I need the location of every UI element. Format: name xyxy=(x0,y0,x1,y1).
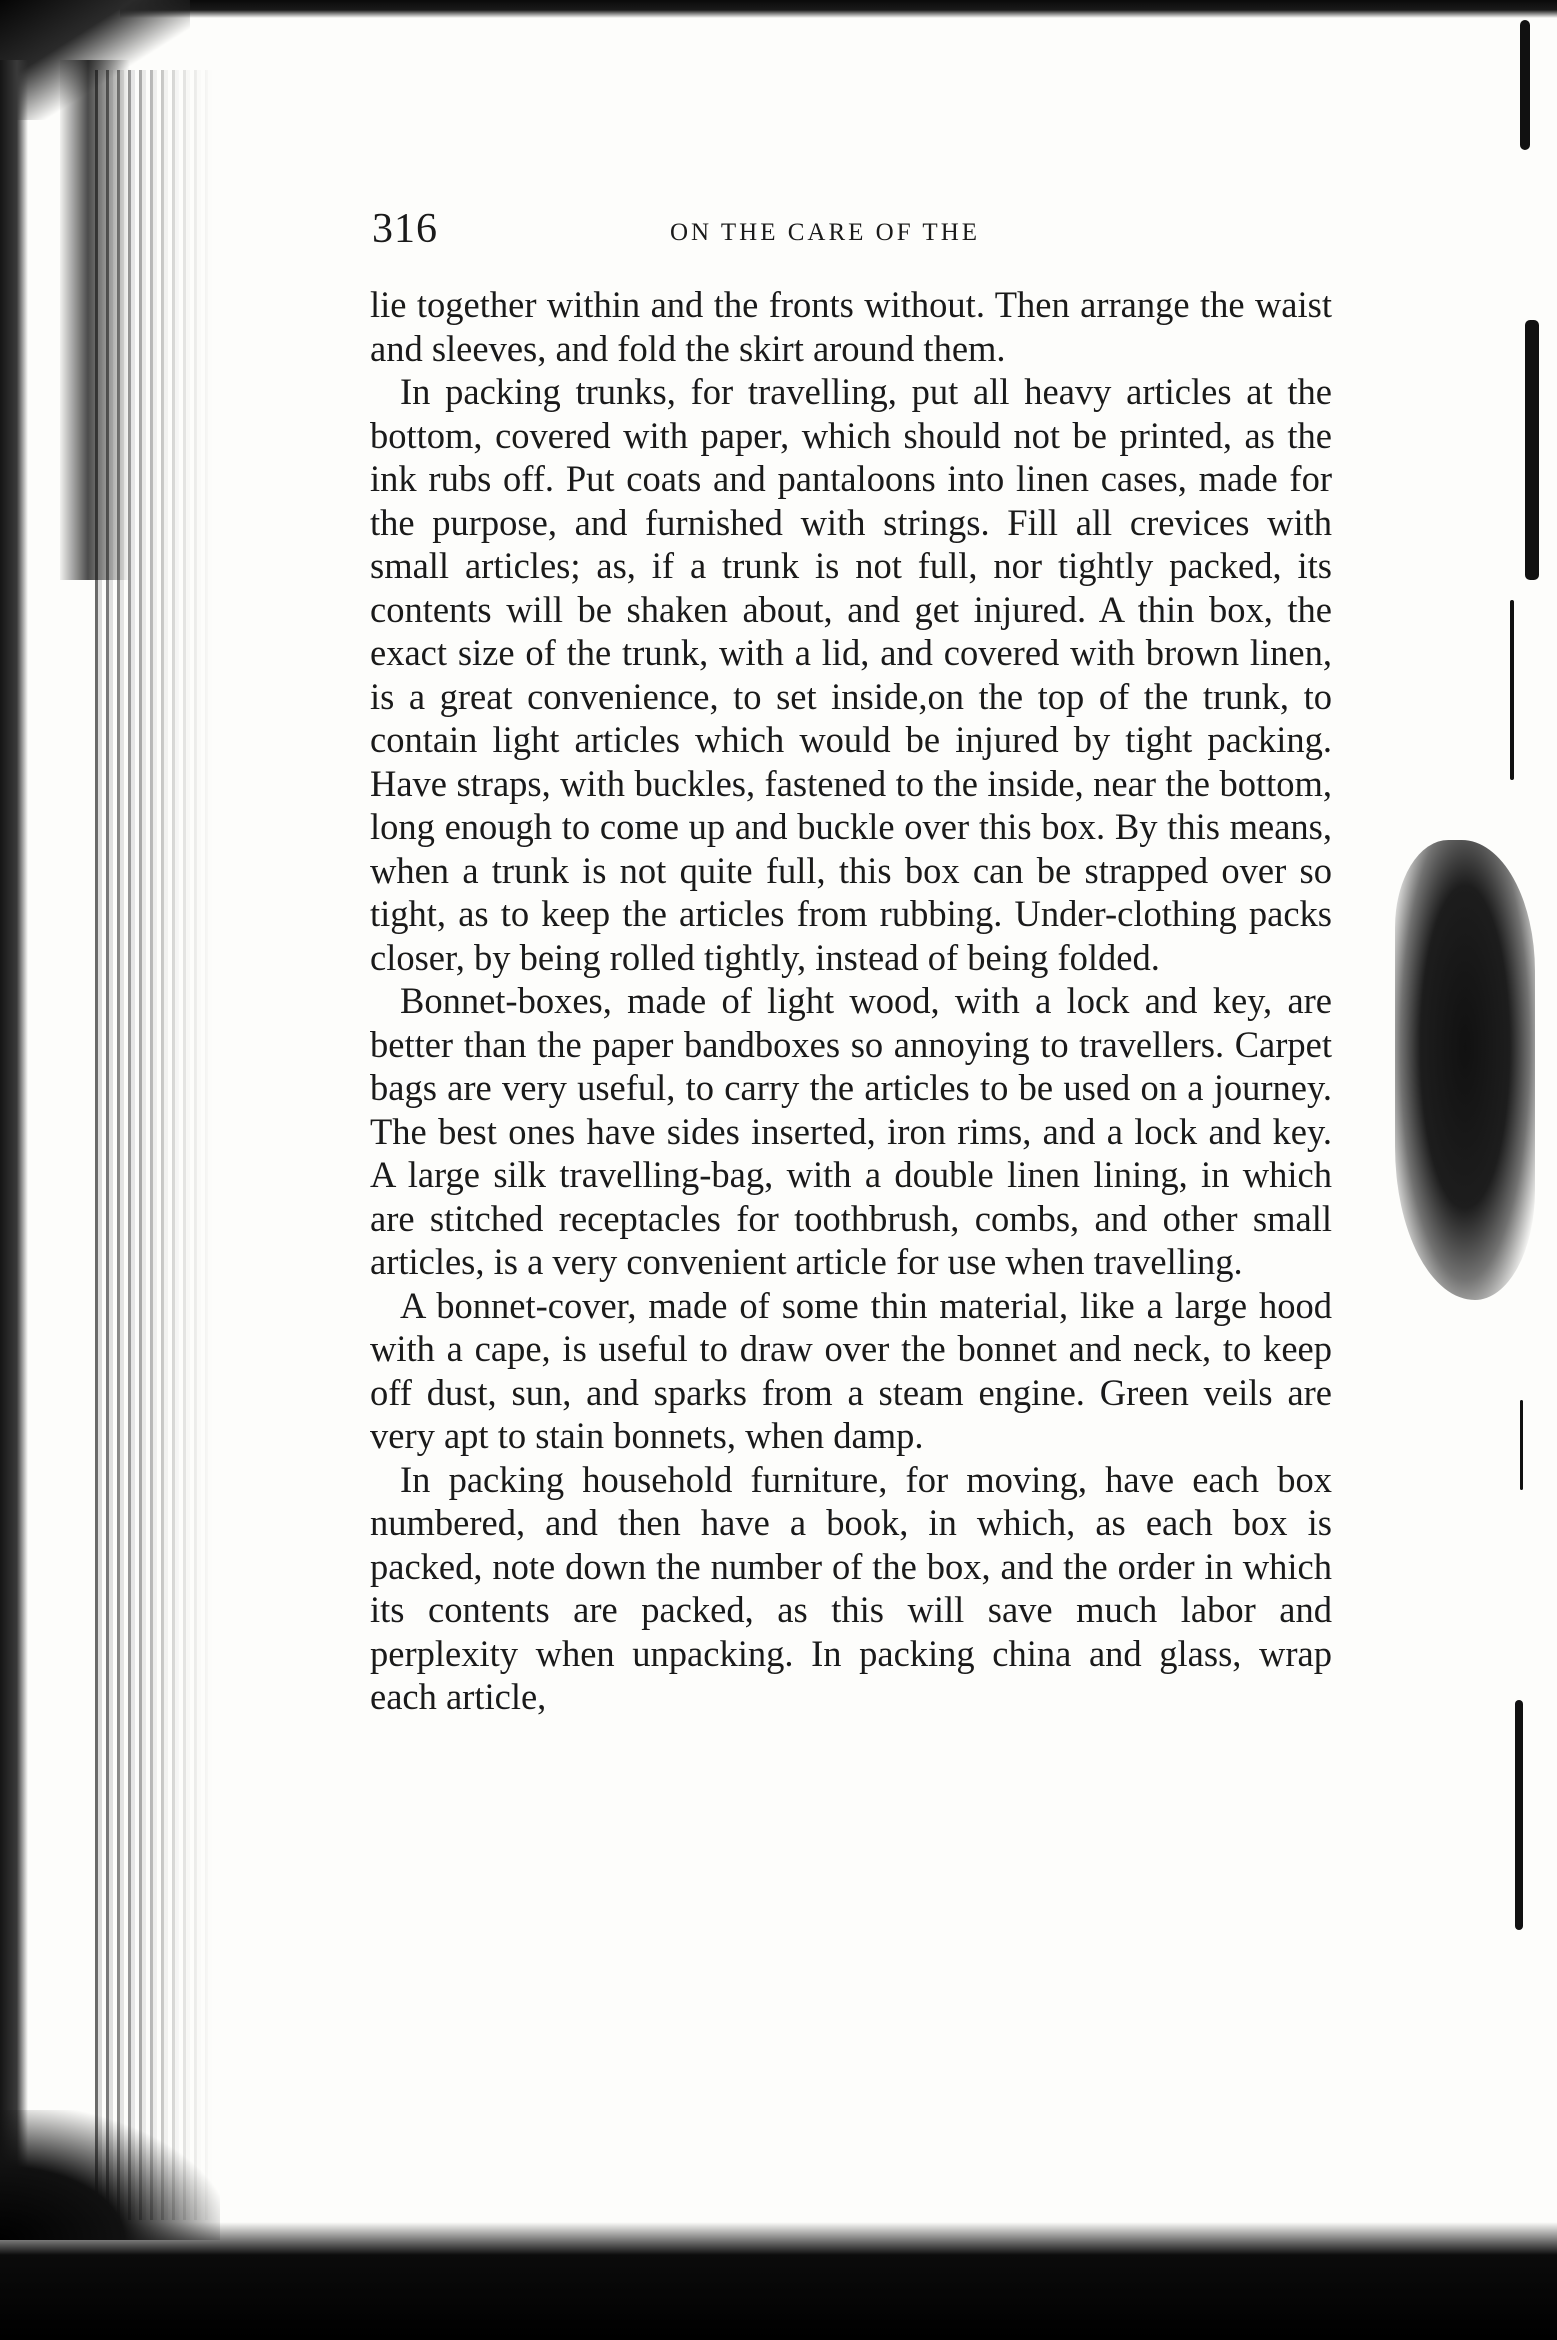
right-edge-mark xyxy=(1510,600,1514,780)
running-head-title: ON THE CARE OF THE xyxy=(670,219,981,246)
scan-left-gutter-shadow xyxy=(0,60,28,2190)
scan-top-edge-shadow xyxy=(120,0,1557,18)
paragraph: A bonnet-cover, made of some thin material, like a large hood with a cape, is useful to draw over the bonnet and neck, to keep off dust, sun, and sparks from a steam engine. Green veils are very apt to stain bonnets, when damp. xyxy=(370,1284,1332,1456)
scan-bottom-shadow xyxy=(0,2222,1557,2340)
body-text xyxy=(370,283,1332,1719)
page-text-block xyxy=(370,205,1332,1719)
book-spine-shadow xyxy=(95,70,215,2220)
page-number: 316 xyxy=(372,206,438,252)
paragraph: lie together within and the fronts without. Then arrange the waist and sleeves, and fold the skirt around them. xyxy=(370,284,1332,369)
right-edge-mark xyxy=(1520,20,1530,150)
right-edge-mark xyxy=(1515,1700,1523,1930)
ink-blot xyxy=(1395,840,1535,1300)
right-edge-mark xyxy=(1520,1400,1523,1490)
paragraph: In packing trunks, for travelling, put all heavy articles at the bottom, covered with paper, which should not be printed, as the ink rubs off. Put coats and pantaloons into linen cases, made for the purpose, and furnished with strings. Fill all crevices with small articles; as, if a trunk is not full, nor tightly packed, its contents will be shaken about, and get injured. A thin box, the exact size of the trunk, with a lid, and covered with brown linen, is a great convenience, to set inside,on the top of the trunk, to contain light articles which would be injured by tight packing. Have straps, with buckles, fastened to the inside, near the bottom, long enough to come up and buckle over this box. By this means, when a trunk is not quite full, this box can be strapped over so tight, as to keep the articles from rubbing. Under-clothing packs closer, by being rolled tightly, instead of being folded. xyxy=(370,371,1332,978)
scan-bottom-left-shadow xyxy=(0,2110,220,2240)
running-head xyxy=(370,205,1332,265)
right-edge-mark xyxy=(1525,320,1539,580)
paragraph: In packing household furniture, for moving, have each box numbered, and then have a book, in which, as each box is packed, note down the number of the box, and the order in which its contents are packed, as this will save much labor and perplexity when unpacking. In packing china and glass, wrap each article, xyxy=(370,1458,1332,1717)
paragraph: Bonnet-boxes, made of light wood, with a lock and key, are better than the paper bandboxes so annoying to travellers. Carpet bags are very useful, to carry the articles to be used on a journey. The best ones have sides inserted, iron rims, and a lock and key. A large silk travelling-bag, with a double linen lining, in which are stitched receptacles for toothbrush, combs, and other small articles, is a very convenient article for use when travelling. xyxy=(370,980,1332,1282)
